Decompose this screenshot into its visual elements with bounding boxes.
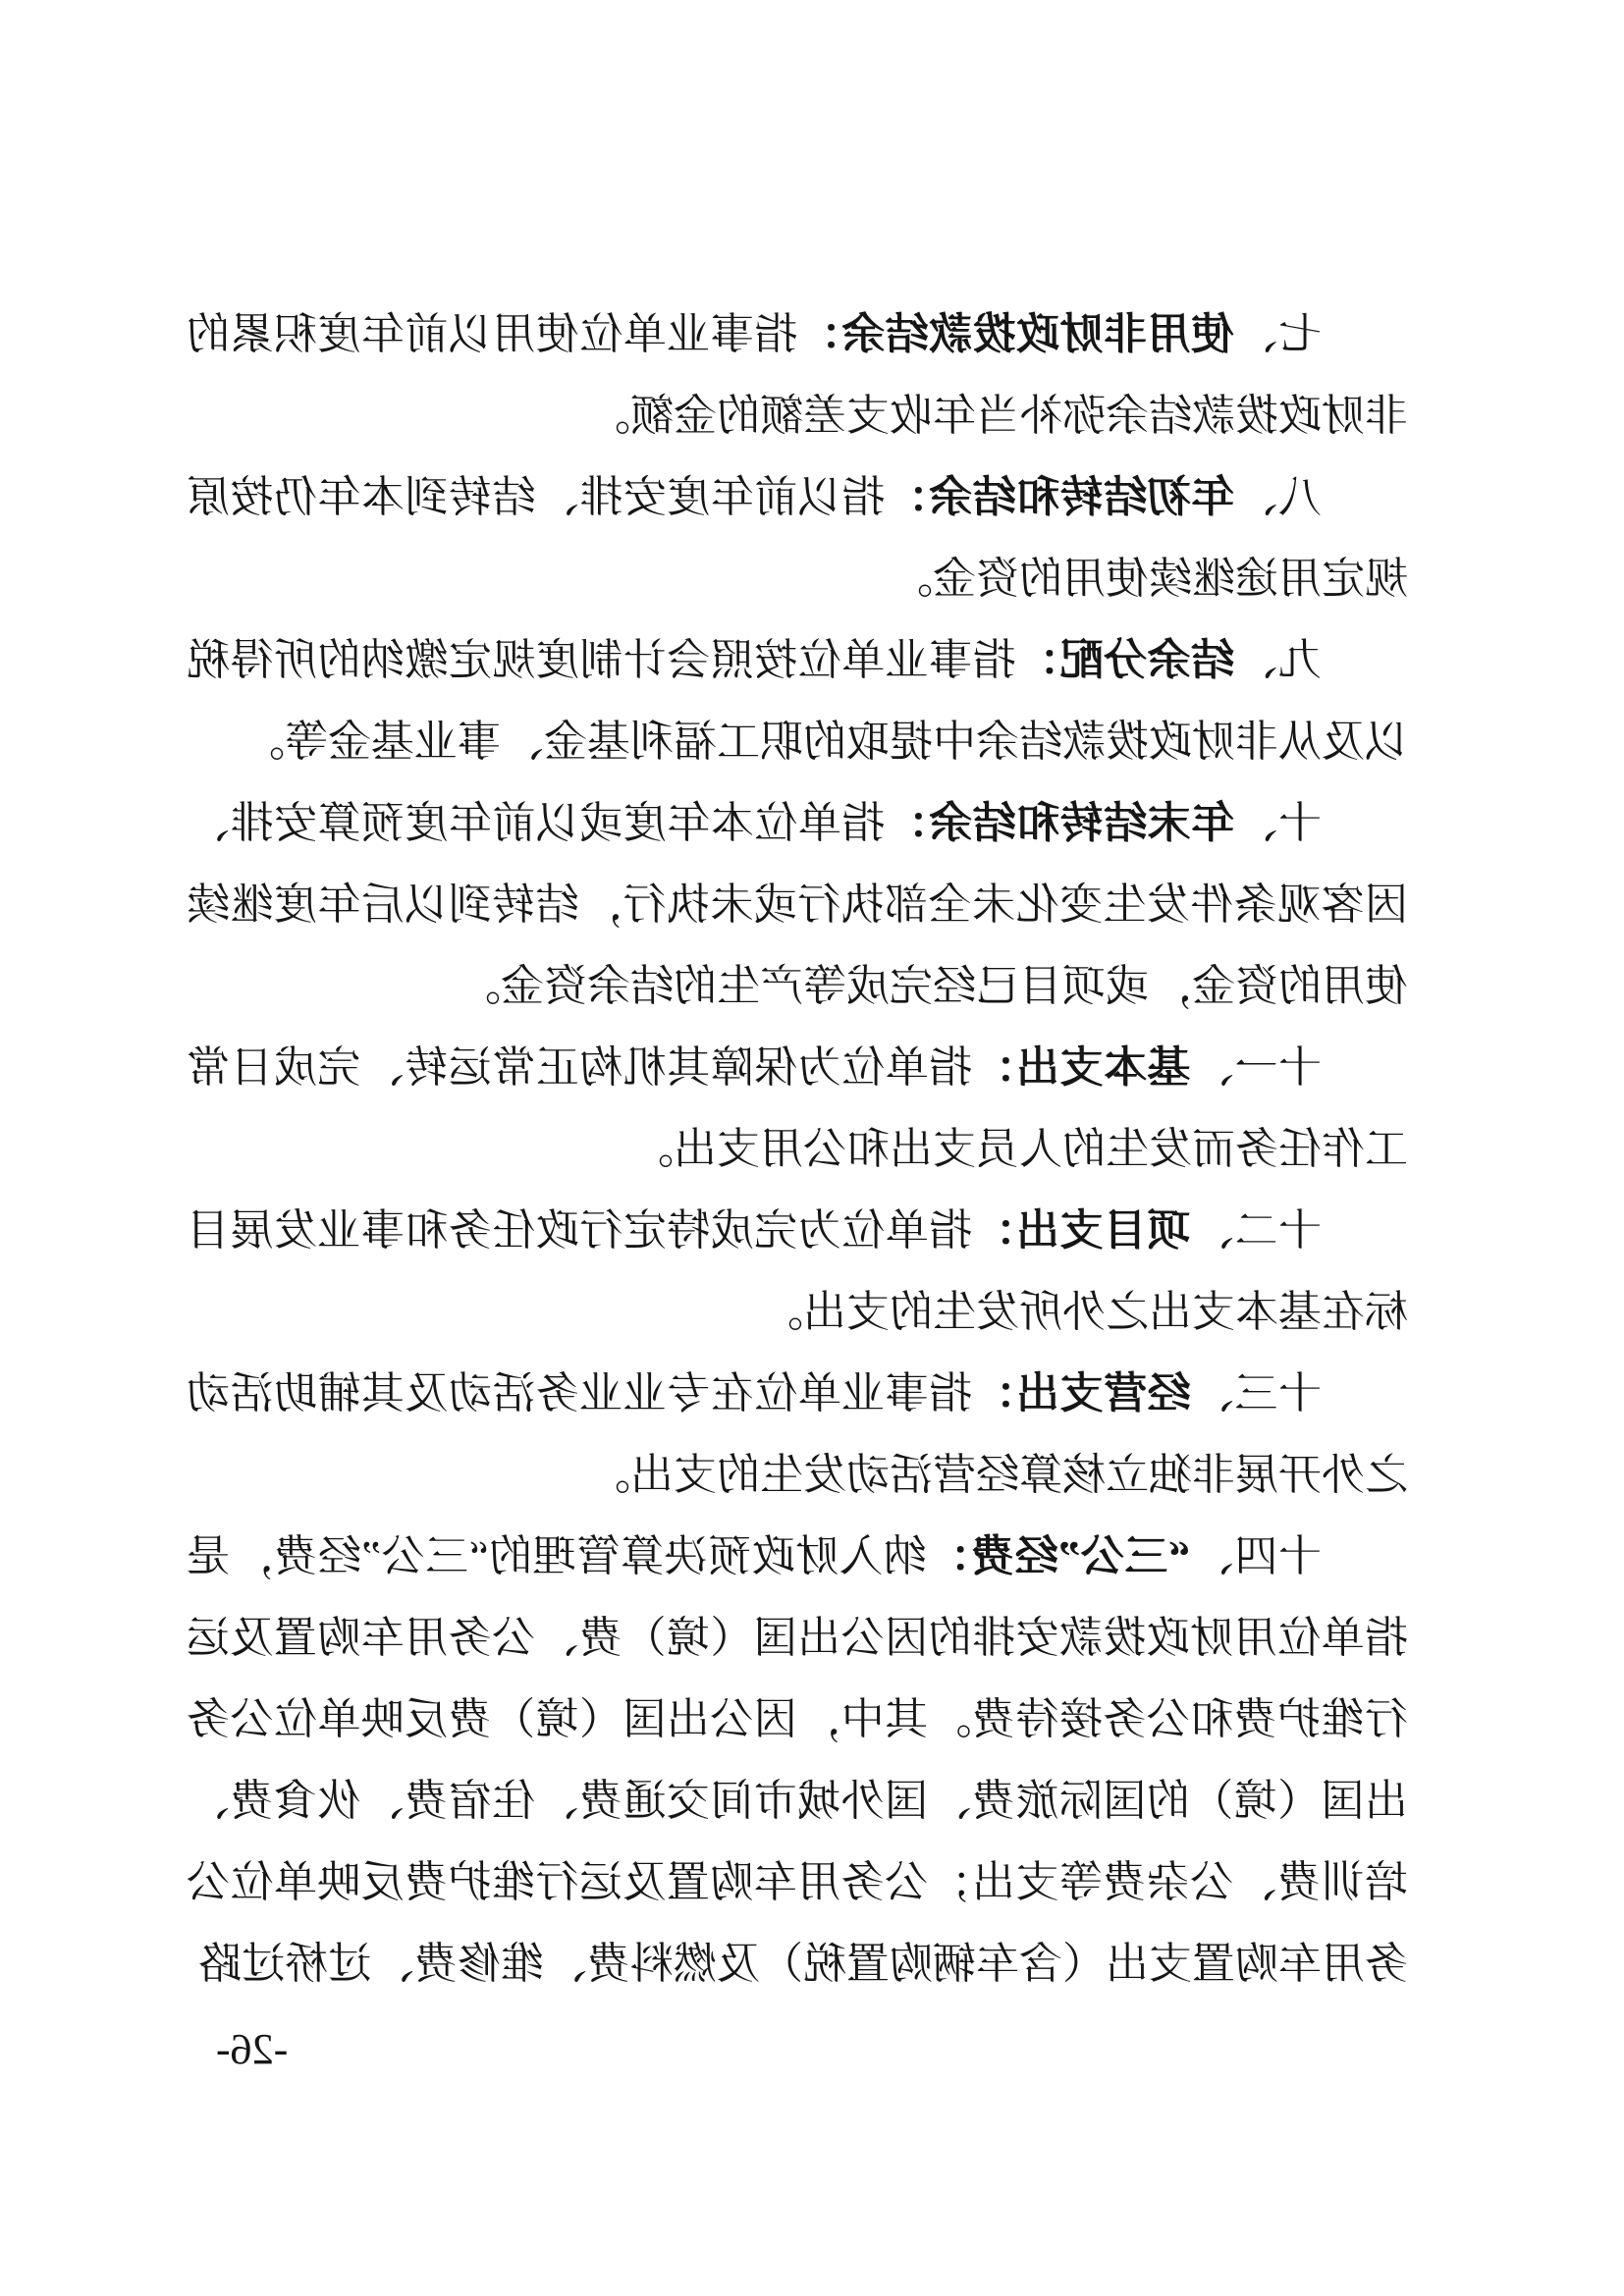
definition-paragraph xyxy=(187,1190,1408,1353)
definition-paragraph xyxy=(187,782,1408,1027)
paragraph-number: 十三、 xyxy=(1190,1369,1322,1417)
paragraph-text: 指事业单位按照会计制度规定缴纳的所得税以及从非财政拨款结余中提取的职工福利基金、事业基金等。 xyxy=(186,636,1408,766)
paragraph-text: 指单位本年度或以前年度预算安排、因客观条件发生变化未全部执行或未执行，结转到以后年度继续使用的资金，或项目已经完成等产生的结余资金。 xyxy=(186,799,1408,1010)
paragraph-text: 指单位为保障其机构正常运转、完成日常工作任务而发生的人员支出和公用支出。 xyxy=(186,1043,1408,1173)
paragraph-text: 指单位为完成特定行政任务和事业发展目标在基本支出之外所发生的支出。 xyxy=(186,1206,1408,1336)
definition-paragraph xyxy=(187,1516,1408,2004)
paragraph-text: 指以前年度安排、结转到本年仍按原规定用途继续使用的资金。 xyxy=(186,473,1408,603)
paragraph-text: 指事业单位在专业业务活动及其辅助活动之外开展非独立核算经营活动发生的支出。 xyxy=(186,1369,1408,1499)
term-label: 项目支出： xyxy=(972,1206,1191,1255)
paragraph-number: 九、 xyxy=(1234,636,1322,684)
paragraph-number: 七、 xyxy=(1234,310,1322,358)
document-body xyxy=(187,294,1408,2004)
term-label: 基本支出： xyxy=(972,1043,1191,1092)
paragraph-number: 十二、 xyxy=(1190,1206,1322,1255)
page-number: -26- xyxy=(216,2025,289,2073)
paragraph-number: 十一、 xyxy=(1190,1043,1322,1092)
term-label: 结余分配： xyxy=(1015,636,1235,684)
definition-paragraph xyxy=(187,619,1408,782)
paragraph-number: 十四、 xyxy=(1190,1532,1322,1580)
definition-paragraph xyxy=(187,294,1408,456)
paragraph-text: 纳入财政预决算管理的“三公”经费，是指单位用财政拨款安排的因公出国（境）费、公务用车购置及运行维护费和公务接待费。其中，因公出国（境）费反映单位公务出国（境）的国际旅费、国外城市间交通费、住宿费、伙食费、培训费、公杂费等支出；公务用车购置及运行维护费反映单位公务用车购置支出（含车辆购置税）及燃料费、维修费、过桥过路 xyxy=(186,1532,1408,1988)
definition-paragraph xyxy=(187,456,1408,619)
definition-paragraph xyxy=(187,1027,1408,1190)
term-label: 年末结转和结余： xyxy=(885,799,1235,847)
paragraph-text: 指事业单位使用以前年度积累的非财政拨款结余弥补当年收支差额的金额。 xyxy=(186,310,1408,440)
term-label: 年初结转和结余： xyxy=(885,473,1235,521)
term-label: 使用非财政拨款结余： xyxy=(797,310,1235,358)
term-label: “三公”经费： xyxy=(926,1532,1191,1580)
paragraph-number: 八、 xyxy=(1234,473,1322,521)
definition-paragraph xyxy=(187,1353,1408,1516)
term-label: 经营支出： xyxy=(972,1369,1191,1417)
paragraph-number: 十、 xyxy=(1234,799,1322,847)
